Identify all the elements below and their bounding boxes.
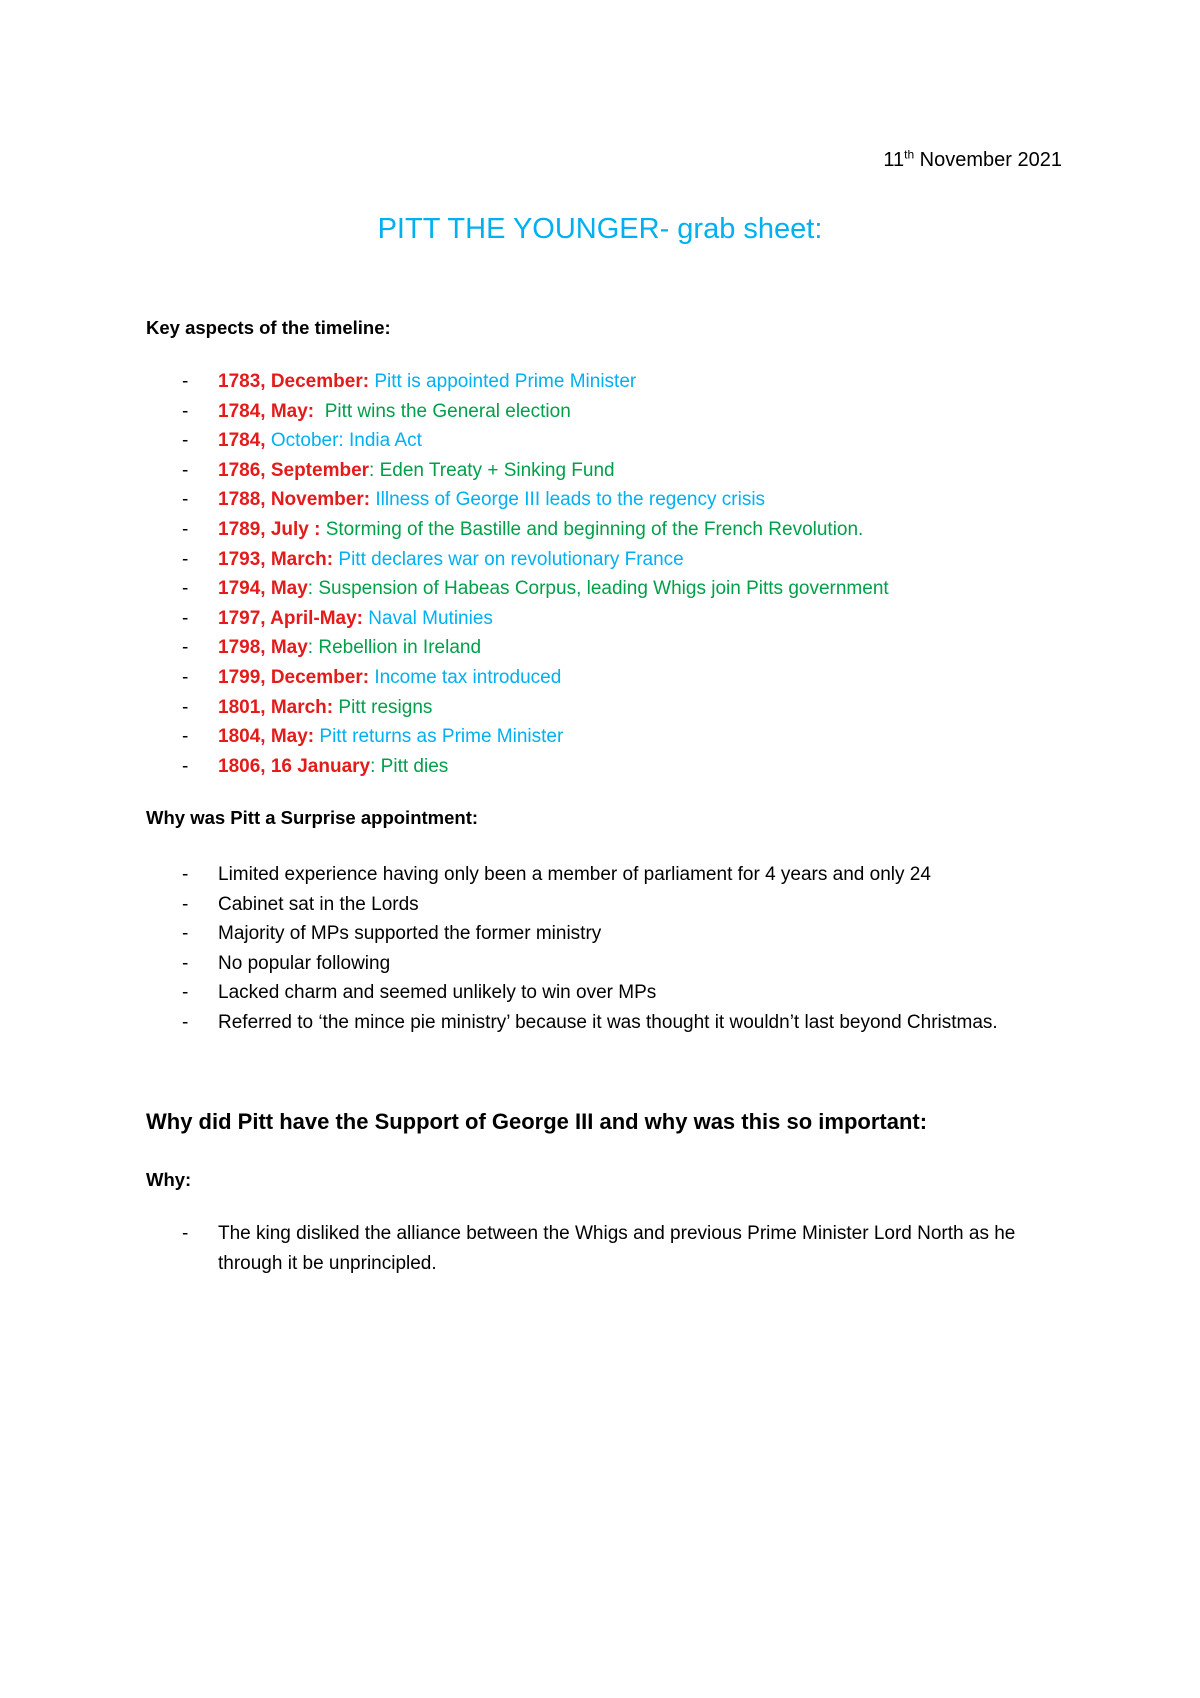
timeline-item <box>146 604 1076 634</box>
document-date <box>883 148 1062 172</box>
timeline-event: Pitt wins the General election <box>324 400 571 422</box>
timeline-event: : Eden Treaty + Sinking Fund <box>369 459 615 481</box>
timeline-date: 1804, May: <box>218 726 315 748</box>
timeline-date: 1799, December: <box>218 666 370 688</box>
support-heading: Why did Pitt have the Support of George III and why was this so important: <box>146 1109 928 1134</box>
timeline-separator <box>314 401 325 422</box>
timeline-item <box>146 367 1076 397</box>
timeline-date: 1783, December: <box>218 371 370 392</box>
timeline-event: Storming of the Bastille and beginning of the French Revolution. <box>325 518 864 540</box>
surprise-item: - Lacked charm and seemed unlikely to win over MPs <box>146 978 1076 1008</box>
timeline-item <box>146 722 1076 752</box>
timeline-date: 1806, 16 January <box>218 755 371 777</box>
timeline-date: 1801, March: <box>218 696 334 718</box>
timeline-event: Pitt returns as Prime Minister <box>319 726 564 748</box>
support-subheading: Why: <box>146 1169 192 1190</box>
support-list <box>146 1219 1076 1278</box>
surprise-list <box>146 860 1076 1038</box>
timeline-event: Pitt resigns <box>338 696 433 718</box>
timeline-item <box>146 426 1076 456</box>
timeline-event: : Suspension of Habeas Corpus, leading Whigs join Pitts government <box>307 578 889 600</box>
timeline-item <box>146 397 1076 427</box>
timeline-item <box>146 693 1076 723</box>
timeline-item <box>146 633 1076 663</box>
timeline-item <box>146 574 1076 604</box>
surprise-heading: Why was Pitt a Surprise appointment: <box>146 807 479 828</box>
support-item: - The king disliked the alliance between the Whigs and previous Prime Minister Lord North as he through it be unprincipled. <box>146 1219 1076 1278</box>
timeline-date: 1784, May: <box>218 400 315 422</box>
surprise-item: - Cabinet sat in the Lords <box>146 890 1076 920</box>
timeline-item <box>146 485 1076 515</box>
surprise-item: - Referred to ‘the mince pie ministry’ because it was thought it wouldn’t last beyond Christmas. <box>146 1008 1076 1038</box>
surprise-item: - Majority of MPs supported the former ministry <box>146 919 1076 949</box>
date-day: 11 <box>883 149 905 171</box>
timeline-event: Pitt declares war on revolutionary France <box>338 548 684 570</box>
timeline-event: Illness of George III leads to the regency crisis <box>375 489 766 511</box>
timeline-item <box>146 545 1076 575</box>
timeline-event: Pitt is appointed Prime Minister <box>374 371 637 392</box>
timeline-event: October: India Act <box>270 430 422 452</box>
timeline-date: 1789, July : <box>218 518 321 540</box>
timeline-item <box>146 752 1076 782</box>
timeline-list <box>146 367 1076 781</box>
timeline-item <box>146 515 1076 545</box>
timeline-event: : Pitt dies <box>370 755 449 777</box>
timeline-date: 1794, May <box>218 578 308 600</box>
timeline-item <box>146 456 1076 486</box>
document-title: PITT THE YOUNGER- grab sheet: <box>377 213 823 245</box>
surprise-item: - No popular following <box>146 949 1076 979</box>
timeline-date: 1793, March: <box>218 548 334 570</box>
timeline-date: 1784, <box>218 430 271 452</box>
timeline-item <box>146 663 1076 693</box>
date-suffix: th <box>904 147 915 162</box>
timeline-event: Naval Mutinies <box>368 607 493 629</box>
timeline-heading: Key aspects of the timeline: <box>146 317 391 338</box>
timeline-date: 1798, May <box>218 637 308 659</box>
timeline-event: : Rebellion in Ireland <box>307 637 482 659</box>
timeline-event: Income tax introduced <box>374 666 562 688</box>
timeline-date: 1797, April-May: <box>218 607 364 629</box>
surprise-item: - Limited experience having only been a member of parliament for 4 years and only 24 <box>146 860 1076 890</box>
date-rest: November 2021 <box>914 149 1062 171</box>
timeline-date: 1786, September <box>218 459 370 481</box>
timeline-date: 1788, November: <box>218 489 371 511</box>
